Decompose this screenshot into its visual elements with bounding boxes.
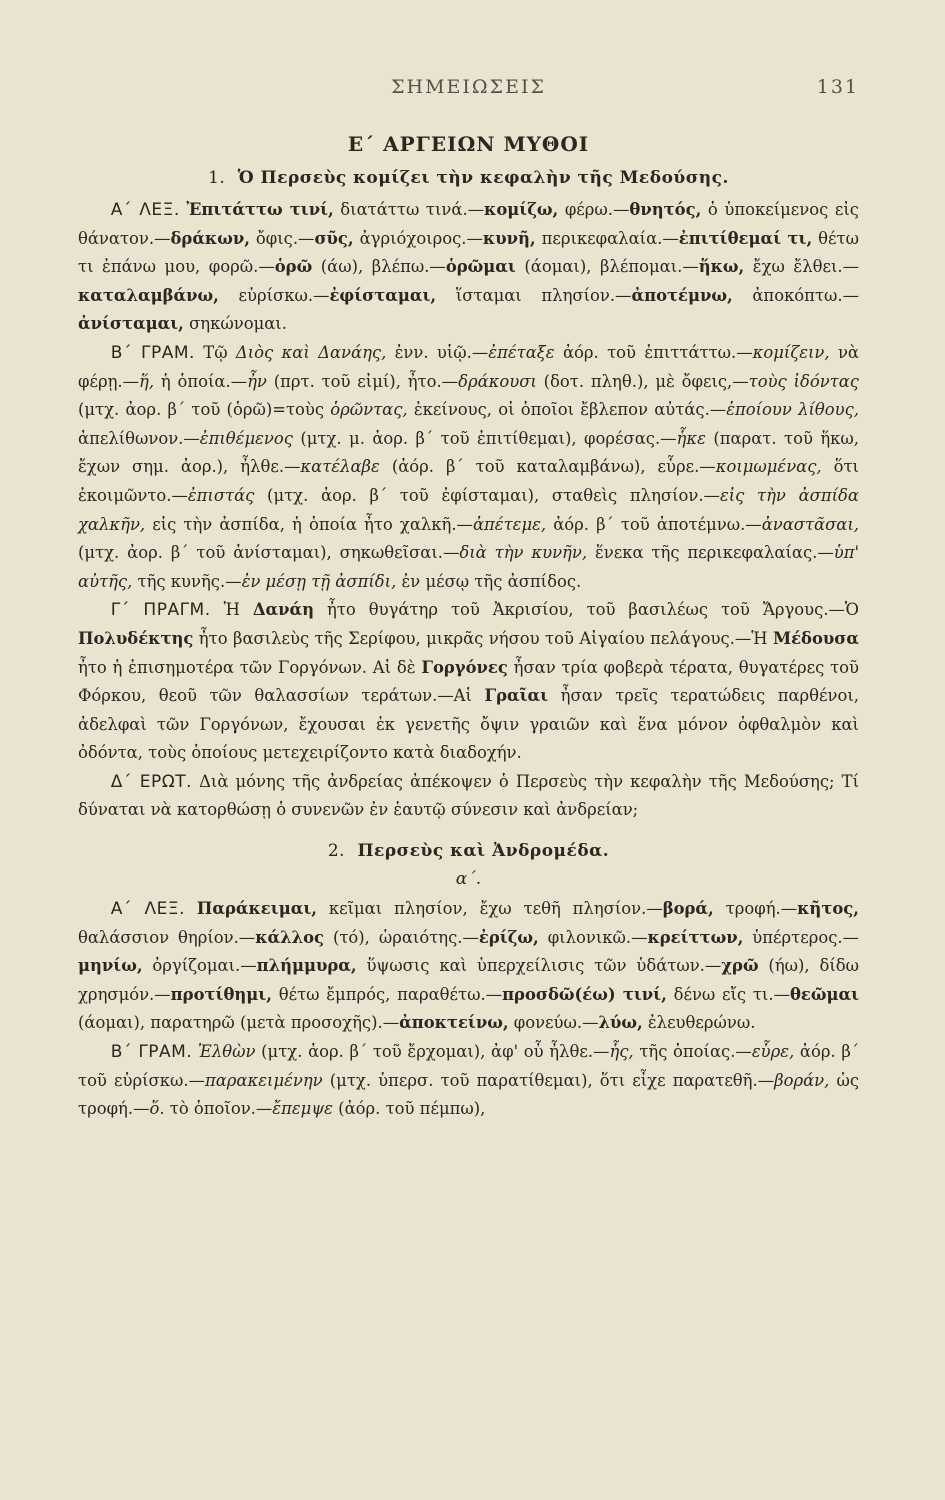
s1-gram-term: κομίζειν, bbox=[752, 342, 830, 362]
s1-lex-gloss: θέτω τι ἐπάνω μου, φορῶ.— bbox=[78, 228, 859, 277]
section-2-title: Περσεὺς καὶ Ἀνδρομέδα. bbox=[357, 841, 610, 862]
s1-lex-gloss: ὄφις.— bbox=[249, 228, 315, 248]
s1-erot-text: Διὰ μόνης τῆς ἀνδρείας ἀπέκοψεν ὁ Περσεὺς τὴν κεφαλὴν τῆς Μεδούσης; Τί δύναται νὰ κατορθώσῃ ὁ συνενῶν ἐν ἑαυτῷ σύνεσιν καὶ ἀνδρείαν; bbox=[78, 771, 860, 820]
s2-lex-term: προσδῶ(έω) τινί, bbox=[502, 984, 667, 1004]
section-1-number: 1. bbox=[208, 168, 226, 188]
s2-lex-paragraph bbox=[78, 895, 859, 1038]
s1-gram-term: διὰ τὴν κυνῆν, bbox=[459, 543, 588, 563]
s1-gram-term: ἐπιστάς bbox=[187, 485, 255, 505]
s1-pragm-text: Ἡ bbox=[210, 600, 253, 620]
s1-gram-term: ἐν μέσῃ τῇ ἀσπίδι, bbox=[241, 571, 397, 591]
s1-lex-gloss: ἀγριόχοιρος.— bbox=[353, 228, 483, 248]
s2-lex-gloss bbox=[185, 899, 197, 918]
s2-gram-paragraph bbox=[78, 1038, 859, 1124]
s1-gram-gloss: (ἀόρ. β΄ τοῦ καταλαμβάνω), εὗρε.— bbox=[379, 457, 716, 477]
s1-pragm-text: ἦσαν τρία φοβερὰ τέρατα, θυγατέρες τοῦ Φόρκου, θεοῦ τῶν θαλασσίων τεράτων.—Αἱ bbox=[78, 657, 859, 706]
s2-lex-term: λύω, bbox=[598, 1013, 643, 1033]
s2-lex-term: προτίθημι, bbox=[170, 984, 272, 1004]
s2-lex-term: ἐρίζω, bbox=[478, 927, 539, 947]
s2-lex-gloss: φιλονικῶ.— bbox=[538, 927, 648, 947]
page-content bbox=[78, 132, 859, 1124]
s1-gram-term: ἦν bbox=[247, 371, 267, 391]
s1-gram-term: ἀναστᾶσαι, bbox=[761, 514, 860, 534]
s2-lex-gloss: (ήω), δίδω χρησμόν.— bbox=[78, 956, 859, 1004]
s1-erot-paragraph bbox=[78, 768, 859, 825]
s1-gram-gloss: ἀπελίθωνον.— bbox=[78, 428, 200, 448]
s2-gram-term: ἧς, bbox=[609, 1042, 634, 1062]
s1-gram-term: κατέλαβε bbox=[300, 457, 380, 477]
s1-gram-gloss: Τῷ bbox=[194, 342, 236, 362]
s2-lex-gloss: ὑπέρτερος.— bbox=[743, 927, 859, 947]
s2-gram-term: εὗρε, bbox=[751, 1042, 795, 1062]
s1-gram-gloss: ἐκείνους, οἱ ὁποῖοι ἔβλεπον αὐτάς.— bbox=[407, 400, 727, 420]
s1-gram-gloss: (μτχ. ἀορ. β΄ τοῦ ἐφίσταμαι), σταθεὶς πλησίον.— bbox=[254, 485, 720, 505]
s1-lex-gloss: σηκώνομαι. bbox=[183, 314, 287, 334]
s1-lex-term: καταλαμβάνω, bbox=[78, 285, 219, 305]
s2-gram-gloss: ἀόρ. β΄ τοῦ εὑρίσκω.— bbox=[78, 1042, 860, 1090]
section-1-heading bbox=[78, 168, 859, 188]
s2-gram-gloss: ὡς τροφή.— bbox=[78, 1070, 860, 1119]
s1-lex-term: ὁρῶμαι bbox=[445, 257, 516, 277]
s1-gram-term: ἐποίουν λίθους, bbox=[726, 400, 859, 420]
s1-gram-term: ἀπέτεμε, bbox=[472, 514, 547, 534]
s2-lex-term: πλήμμυρα, bbox=[256, 956, 357, 976]
s2-lex-term: θεῶμαι bbox=[789, 984, 860, 1004]
s1-gram-gloss: ἀόρ. β΄ τοῦ ἀποτέμνω.— bbox=[546, 514, 762, 534]
s1-pragm-name: Μέδουσα bbox=[772, 628, 859, 648]
s1-lex-term: θνητός, bbox=[629, 200, 702, 219]
s1-gram-term: δράκουσι bbox=[458, 371, 537, 391]
s2-gram-term: ὅ. bbox=[149, 1099, 165, 1119]
s2-lex-gloss: δένω εἴς τι.— bbox=[666, 984, 790, 1004]
s2-lex-gloss: (τό), ὡραιότης.— bbox=[323, 927, 479, 947]
s1-erot-label: Δ΄ ΕΡΩΤ. bbox=[110, 771, 192, 792]
s2-lex-term: κρείττων, bbox=[647, 927, 744, 947]
s1-lex-gloss: ἵσταμαι πλησίον.— bbox=[436, 285, 632, 305]
s1-lex-term: Ἐπιτάττω τινί, bbox=[186, 200, 334, 219]
s2-gram-label: Β΄ ΓΡΑΜ. bbox=[110, 1042, 193, 1063]
s1-lex-term: ἀποτέμνω, bbox=[631, 285, 733, 305]
s1-gram-gloss: (δοτ. πληθ.), μὲ ὄφεις,— bbox=[536, 371, 749, 391]
s1-lex-term: κομίζω, bbox=[484, 200, 559, 219]
s1-lex-term: δράκων, bbox=[170, 228, 250, 248]
s1-lex-gloss: περικεφαλαία.— bbox=[535, 228, 679, 248]
s2-gram-gloss: τῆς ὁποίας.— bbox=[633, 1042, 752, 1062]
s1-gram-gloss: τῆς κυνῆς.— bbox=[132, 571, 242, 591]
s2-lex-gloss: τροφή.— bbox=[713, 899, 798, 919]
s1-lex-gloss: διατάττω τινά.— bbox=[333, 200, 485, 219]
s2-lex-term: Παράκειμαι, bbox=[196, 899, 317, 919]
s1-gram-term: ἥ, bbox=[139, 371, 155, 391]
section-2-number: 2. bbox=[327, 841, 346, 862]
s1-gram-term: ἧκε bbox=[676, 428, 706, 448]
section-2-subsection: α΄. bbox=[455, 869, 482, 890]
s1-pragm-text: ἦτο θυγάτηρ τοῦ Ἀκρισίου, τοῦ βασιλέως τοῦ Ἄργους.—Ὁ bbox=[314, 600, 860, 620]
s1-pragm-text: ἦτο ἡ ἐπισημοτέρα τῶν Γοργόνων. Αἱ δὲ bbox=[78, 657, 422, 677]
chapter-title: Ε΄ ΑΡΓΕΙΩΝ ΜΥΘΟΙ bbox=[347, 132, 590, 156]
s1-gram-gloss: (μτχ. ἀορ. β΄ τοῦ ἀνίσταμαι), σηκωθεῖσαι.— bbox=[78, 543, 460, 563]
s2-gram-term: Ἐλθὼν bbox=[197, 1042, 256, 1062]
s2-lex-term: ἀποκτείνω, bbox=[399, 1013, 509, 1033]
s1-gram-term: εἰς τὴν ἀσπίδα χαλκῆν, bbox=[78, 485, 859, 534]
s2-gram-term: παρακειμένην bbox=[204, 1070, 323, 1090]
s1-lex-term: ἀνίσταμαι, bbox=[78, 314, 184, 334]
s1-gram-gloss: ἐν μέσῳ τῆς ἀσπίδος. bbox=[396, 571, 582, 591]
s1-gram-gloss: εἰς τὴν ἀσπίδα, ἡ ὁποία ἦτο χαλκῆ.— bbox=[145, 514, 473, 534]
s1-lex-gloss: ἔχω ἔλθει.— bbox=[744, 257, 860, 277]
s2-gram-gloss: τὸ ὁποῖον.— bbox=[164, 1099, 273, 1119]
s1-gram-term: Διὸς καὶ Δανάης, bbox=[235, 342, 387, 362]
s1-gram-gloss: νὰ φέρῃ.— bbox=[78, 342, 859, 391]
s2-lex-gloss: θαλάσσιον θηρίον.— bbox=[78, 927, 256, 947]
s1-gram-gloss: ἐνν. υἱῷ.— bbox=[386, 342, 489, 362]
s1-gram-term: τοὺς ἰδόντας bbox=[748, 371, 859, 391]
s1-gram-gloss: ἡ ὁποία.— bbox=[154, 371, 248, 391]
s1-gram-gloss: (παρατ. τοῦ ἥκω, ἔχων σημ. ἀορ.), ἦλθε.— bbox=[78, 428, 859, 477]
s1-lex-gloss: ἀποκόπτω.— bbox=[732, 285, 859, 305]
s1-gram-label: Β΄ ΓΡΑΜ. bbox=[110, 342, 195, 363]
s2-gram-term: ἔπεμψε bbox=[272, 1099, 333, 1119]
s2-lex-gloss: (άομαι), παρατηρῶ (μετὰ προσοχῆς).— bbox=[78, 1013, 400, 1033]
s1-lex-paragraph bbox=[78, 196, 859, 339]
running-head bbox=[78, 76, 859, 102]
s1-lex-label: Α΄ ΛΕΞ. bbox=[110, 200, 180, 220]
s1-pragm-name: Δανάη bbox=[252, 600, 315, 620]
s1-lex-term: ἐπιτίθεμαί τι, bbox=[678, 228, 813, 248]
s1-gram-gloss: (μτχ. μ. ἀορ. β΄ τοῦ ἐπιτίθεμαι), φορέσας.— bbox=[292, 428, 677, 448]
s1-gram-term: ἐπέταξε bbox=[488, 342, 555, 362]
s2-lex-gloss: φονεύω.— bbox=[508, 1013, 599, 1033]
running-title: ΣΗΜΕΙΩΣΕΙΣ bbox=[391, 76, 546, 98]
s1-pragm-paragraph bbox=[78, 596, 859, 768]
s1-lex-gloss: ὁ ὑποκείμενος εἰς θάνατον.— bbox=[78, 200, 859, 248]
s1-gram-gloss: (πρτ. τοῦ εἰμί), ἦτο.— bbox=[266, 371, 459, 391]
s2-gram-term: βοράν, bbox=[774, 1070, 830, 1090]
s1-lex-gloss: φέρω.— bbox=[558, 200, 630, 219]
page-number: 131 bbox=[816, 76, 859, 98]
s1-gram-gloss: ἀόρ. τοῦ ἐπιττάττω.— bbox=[554, 342, 753, 362]
s2-gram-gloss: (μτχ. ὑπερσ. τοῦ παρατίθεμαι), ὅτι εἶχε παρατεθῆ.— bbox=[322, 1070, 775, 1090]
s1-lex-term: ὁρῶ bbox=[274, 257, 313, 277]
s1-pragm-text: ἦσαν τρεῖς τερατώδεις παρθένοι, ἀδελφαὶ τῶν Γοργόνων, ἔχουσαι ἐκ γενετῆς ὄψιν γραιῶν καὶ ἕνα μόνον ὀφθαλμὸν καὶ ὀδόντα, τοὺς ὁποίους μετεχειρίζοντο κατὰ διαδοχήν. bbox=[78, 686, 859, 763]
s1-gram-paragraph bbox=[78, 339, 859, 596]
s1-lex-gloss: εὑρίσκω.— bbox=[218, 285, 330, 305]
s1-pragm-text: ἦτο βασιλεὺς τῆς Σερίφου, μικρᾶς νήσου τοῦ Αἰγαίου πελάγους.—Ἡ bbox=[193, 628, 773, 648]
s1-pragm-name: Πολυδέκτης bbox=[78, 628, 194, 648]
s2-lex-gloss: κεῖμαι πλησίον, ἔχω τεθῆ πλησίον.— bbox=[316, 899, 663, 919]
s1-gram-gloss: ὅτι ἐκοιμῶντο.— bbox=[78, 457, 859, 505]
s1-pragm-label: Γ΄ ΠΡΑΓΜ. bbox=[110, 600, 211, 621]
s2-lex-gloss: ἐλευθερώνω. bbox=[642, 1013, 756, 1033]
section-1-title: Ὁ Περσεὺς κομίζει τὴν κεφαλὴν τῆς Μεδούσης. bbox=[237, 168, 729, 188]
s1-gram-term: ὁρῶντας, bbox=[330, 400, 408, 420]
s2-lex-term: βορά, bbox=[662, 899, 714, 919]
s1-lex-gloss: (άω), βλέπω.— bbox=[312, 257, 446, 277]
s1-lex-gloss: (άομαι), βλέπομαι.— bbox=[515, 257, 699, 277]
s1-lex-term: κυνῆ, bbox=[482, 228, 536, 248]
s2-lex-label: Α΄ ΛΕΞ. bbox=[110, 899, 186, 920]
section-2-heading bbox=[78, 841, 859, 861]
s1-lex-term: σῦς, bbox=[314, 228, 354, 248]
s2-lex-term: κάλλος bbox=[255, 927, 324, 947]
s2-lex-term: χρῶ bbox=[721, 956, 759, 976]
s2-lex-gloss: ὕψωσις καὶ ὑπερχείλισις τῶν ὑδάτων.— bbox=[356, 956, 722, 976]
s1-gram-term: κοιμωμένας, bbox=[715, 457, 822, 477]
s2-lex-term: κῆτος, bbox=[797, 899, 859, 919]
s1-pragm-name: Γοργόνες bbox=[421, 657, 508, 677]
s1-pragm-name: Γραῖαι bbox=[484, 686, 549, 706]
s2-gram-gloss: (μτχ. ἀορ. β΄ τοῦ ἔρχομαι), ἀφ' οὗ ἦλθε.— bbox=[255, 1042, 610, 1062]
s1-gram-term: ἐπιθέμενος bbox=[199, 428, 293, 448]
s2-lex-gloss: ὀργίζομαι.— bbox=[142, 956, 257, 976]
s2-lex-gloss: θέτω ἔμπρός, παραθέτω.— bbox=[271, 984, 503, 1004]
s2-gram-gloss: (ἀόρ. τοῦ πέμπω), bbox=[332, 1099, 486, 1119]
s1-gram-gloss: (μτχ. ἀορ. β΄ τοῦ (ὁρῶ)=τοὺς bbox=[78, 400, 331, 420]
s2-lex-term: μηνίω, bbox=[78, 956, 143, 976]
s1-lex-term: ἐφίσταμαι, bbox=[329, 285, 437, 305]
s1-gram-gloss: ἕνεκα τῆς περικεφαλαίας.— bbox=[587, 543, 834, 563]
s1-gram-term: ὑπ' αὐτῆς, bbox=[78, 543, 859, 591]
s1-lex-term: ἥκω, bbox=[698, 257, 745, 277]
